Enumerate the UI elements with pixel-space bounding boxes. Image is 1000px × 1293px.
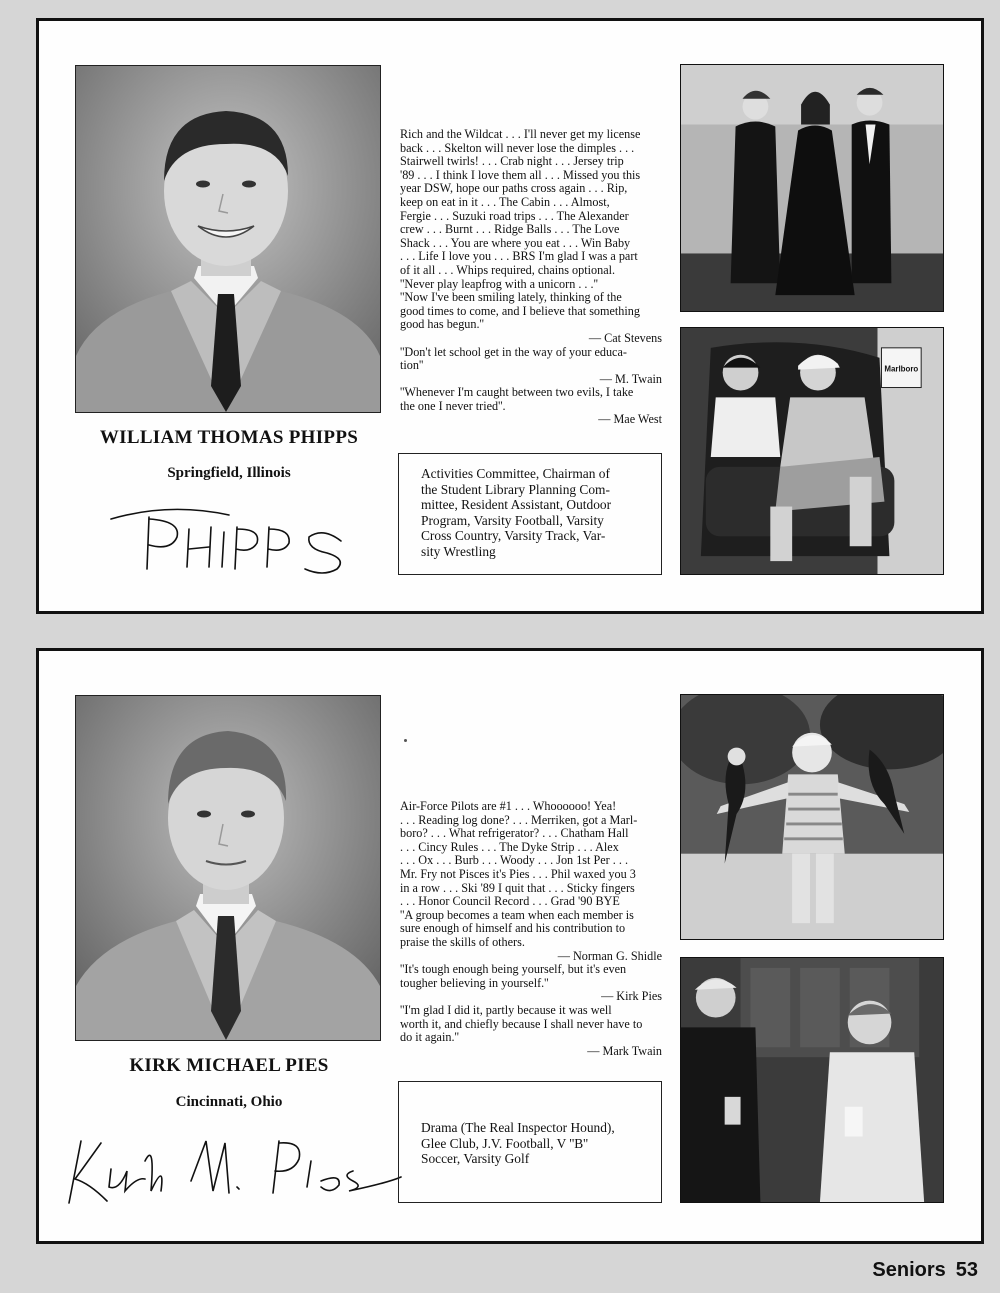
quote-line: . . . Reading log done? . . . Merriken, got a Marl- — [400, 812, 638, 827]
senior-hometown: Springfield, Illinois — [167, 465, 291, 481]
quote-line: do it again.'' — [400, 1030, 459, 1045]
candid-photo-formal-group — [680, 64, 944, 312]
section-label: Seniors — [872, 1259, 946, 1281]
candid-photo-parrots — [680, 694, 944, 940]
quote-line: ''Now I've been smiling lately, thinking of the — [400, 290, 622, 305]
quote-attribution: — Norman G. Shidle — [557, 948, 662, 963]
activities-line: Drama (The Real Inspector Hound), — [421, 1120, 615, 1135]
senior-hometown: Cincinnati, Ohio — [175, 1094, 283, 1110]
print-speck — [404, 739, 407, 742]
quote-line: ''Whenever I'm caught between two evils, I take — [400, 385, 634, 400]
portrait-photo-phipps — [75, 65, 381, 413]
quote-line: ''Don't let school get in the way of your educa- — [400, 344, 627, 359]
quote-line: year DSW, hope our paths cross again . . . Rip, — [400, 181, 628, 196]
quote-line: Fergie . . . Suzuki road trips . . . The Alexander — [400, 208, 629, 223]
quote-line: back . . . Skelton will never lose the dimples . . . — [400, 140, 635, 155]
quote-line: . . . Life I love you . . . BRS I'm glad I was a part — [400, 249, 638, 264]
marlboro-sign: Marlboro — [884, 364, 919, 374]
quote-line: ''A group becomes a team when each member is — [400, 907, 634, 922]
senior-quotes — [400, 800, 662, 1058]
quote-line: good has begun.'' — [400, 317, 484, 332]
page-footer — [872, 1259, 978, 1282]
quote-line: . . . Honor Council Record . . . Grad '90 BYE — [400, 894, 620, 909]
quote-line: crew . . . Burnt . . . Ridge Balls . . . The Love — [400, 222, 620, 237]
candid-photo-chair — [680, 327, 944, 575]
activities-line: Cross Country, Varsity Track, Var- — [421, 528, 606, 543]
activities-box — [398, 453, 662, 575]
quote-line: worth it, and chiefly because I shall never have to — [400, 1016, 643, 1031]
quote-attribution: — Cat Stevens — [588, 330, 662, 345]
quote-line: . . . Cincy Rules . . . The Dyke Strip . . . Alex — [400, 839, 619, 854]
activities-line: the Student Library Planning Com- — [421, 481, 610, 497]
quote-line: the one I never tried''. — [400, 398, 506, 413]
quote-line: . . . Ox . . . Burb . . . Woody . . . Jon 1st Per . . . — [400, 853, 628, 868]
activities-line: Glee Club, J.V. Football, V ''B'' — [421, 1135, 589, 1151]
quote-line: Stairwell twirls! . . . Crab night . . . Jersey trip — [400, 154, 624, 169]
quote-line: boro? . . . What refrigerator? . . . Chatham Hall — [400, 826, 629, 841]
quote-line: keep on eat in it . . . The Cabin . . . Almost, — [400, 194, 610, 209]
quote-line: ''I'm glad I did it, partly because it was well — [400, 1002, 612, 1017]
quote-attribution: — M. Twain — [599, 371, 662, 386]
senior-name: KIRK MICHAEL PIES — [129, 1055, 329, 1076]
quote-line: in a row . . . Ski '89 I quit that . . . Sticky fingers — [400, 880, 635, 895]
activities-line: sity Wrestling — [421, 543, 496, 559]
quote-line: tion'' — [400, 358, 424, 373]
quote-attribution: — Kirk Pies — [601, 989, 662, 1004]
senior-name: WILLIAM THOMAS PHIPPS — [99, 427, 359, 448]
quote-line: '89 . . . I think I love them all . . . Missed you this — [400, 167, 641, 182]
portrait-photo-pies — [75, 695, 381, 1041]
senior-panel-pies — [36, 648, 984, 1244]
quote-line: tougher believing in yourself.'' — [400, 975, 549, 990]
signature-phipps — [109, 497, 359, 577]
quote-line: Mr. Fry not Pisces it's Pies . . . Phil waxed you 3 — [400, 866, 636, 881]
quote-line: of it all . . . Whips required, chains optional. — [400, 262, 616, 277]
quote-line: sure enough of himself and his contribution to — [400, 921, 626, 936]
senior-quotes — [400, 128, 662, 427]
page-number: 53 — [955, 1259, 978, 1281]
quote-line: praise the skills of others. — [400, 934, 525, 949]
quote-attribution: — Mark Twain — [587, 1043, 662, 1058]
activities-line: Soccer, Varsity Golf — [421, 1151, 530, 1166]
signature-pies — [41, 1121, 401, 1211]
quote-line: ''Never play leapfrog with a unicorn . . .'' — [400, 276, 598, 291]
senior-panel-phipps — [36, 18, 984, 614]
activities-box — [398, 1081, 662, 1203]
quote-line: Shack . . . You are where you eat . . . Win Baby — [400, 235, 631, 250]
candid-photo-kitchen — [680, 957, 944, 1203]
quote-attribution: — Mae West — [598, 412, 662, 427]
quote-line: Air-Force Pilots are #1 . . . Whoooooo! Yea! — [400, 799, 617, 813]
activities-line: Program, Varsity Football, Varsity — [421, 512, 604, 528]
quote-line: ''It's tough enough being yourself, but it's even — [400, 962, 627, 977]
quote-line: Rich and the Wildcat . . . I'll never get my license — [400, 127, 641, 141]
quote-line: good times to come, and I believe that something — [400, 303, 640, 318]
activities-line: mittee, Resident Assistant, Outdoor — [421, 497, 612, 512]
activities-line: Activities Committee, Chairman of — [421, 466, 610, 481]
